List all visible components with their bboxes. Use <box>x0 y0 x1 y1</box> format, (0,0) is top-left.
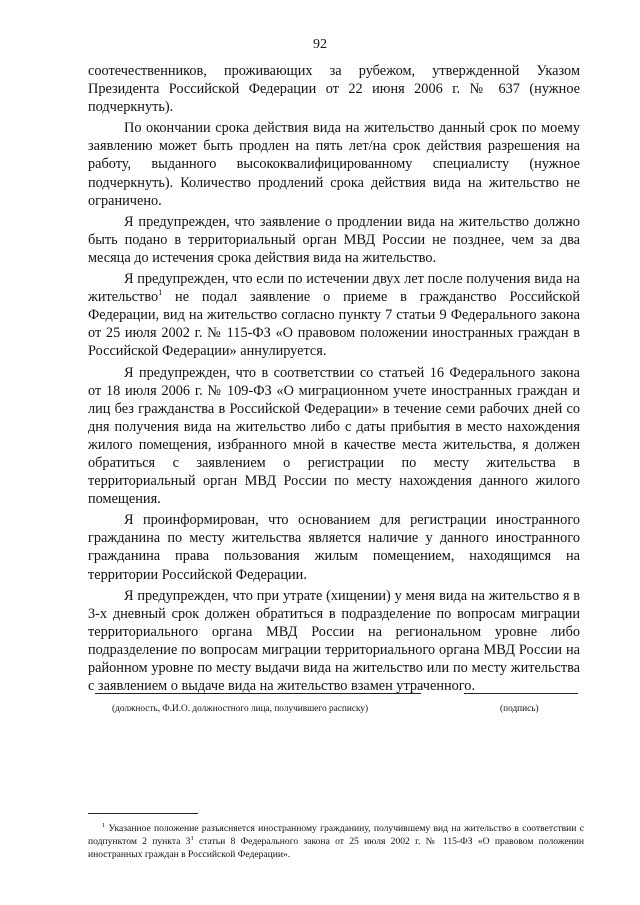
footnote-text-start: Указанное положение разъясняется иностранному гражданину, получившему вид на жительство в соответствии с подпунктом 2 пункта 3 <box>88 823 584 848</box>
page-number: 92 <box>313 37 327 52</box>
paragraph-2: По окончании срока действия вида на жительство данный срок по моему заявлению может быть продлен на пять лет/на срок действия разрешения на работу, выданного высококвалифицированному специалисту (нужное подчеркнуть). Количество продлений срока действия вида на жительство не ограничено. <box>88 120 580 209</box>
document-body <box>88 62 580 698</box>
signature-line <box>464 693 578 694</box>
paragraph-4-end: не подал заявление о приеме в гражданство Российской Федерации, вид на жительство согласно пункту 7 статьи 9 Федерального закона от 25 июля 2002 г. № 115-ФЗ «О правовом положении иностранных граждан в Российской Федерации» аннулируется. <box>88 289 580 360</box>
footnote-marker: 1 <box>102 821 106 829</box>
footnote <box>88 822 584 862</box>
official-caption: (должность, Ф.И.О. должностного лица, получившего расписку) <box>112 704 369 714</box>
footnote-inner-sup: 1 <box>190 835 194 843</box>
paragraph-5: Я предупрежден, что в соответствии со статьей 16 Федерального закона от 18 июля 2006 г. № 109-ФЗ «О миграционном учете иностранных граждан и лиц без гражданства в Российской Федерации» в течение семи рабочих дней со дня получения вида на жительство либо с даты прибытия в место нахождения жилого помещения, избранного мной в качестве места жительства, я должен обратиться с заявлением о регистрации по месту жительства в территориальный орган МВД России по месту нахождения данного жилого помещения. <box>88 364 580 508</box>
paragraph-1: соотечественников, проживающих за рубежом, утвержденной Указом Президента Российской Федерации от 22 июня 2006 г. № 637 (нужное подчеркнуть). <box>88 63 580 116</box>
paragraph-7: Я предупрежден, что при утрате (хищении) у меня вида на жительство я в 3-х дневный срок должен обратиться в подразделение по вопросам миграции территориального органа МВД России на региональном уровне либо подразделение по вопросам миграции территориального органа МВД России на районном уровне по месту выдачи вида на жительство или по месту жительства с заявлением о выдаче вида на жительство взамен утраченного. <box>88 587 580 695</box>
paragraph-4-start: Я предупрежден, что если по истечении двух лет после получения вида на жительство <box>88 271 580 306</box>
official-signature-line <box>95 693 421 694</box>
footnote-divider <box>88 813 198 814</box>
paragraph-6: Я проинформирован, что основанием для регистрации иностранного гражданина по месту жительства является наличие у данного иностранного гражданина права пользования жилым помещением, находящимся на территории Российской Федерации. <box>88 512 580 583</box>
signature-caption: (подпись) <box>500 704 539 714</box>
footnote-reference: 1 <box>158 288 163 298</box>
paragraph-4 <box>88 270 580 360</box>
paragraph-3: Я предупрежден, что заявление о продлении вида на жительство должно быть подано в территориальный орган МВД России не позднее, чем за два месяца до истечения срока действия вида на жительство. <box>88 213 580 266</box>
footnote-text-end: статьи 8 Федерального закона от 25 июля 2002 г. № 115-ФЗ «О правовом положении иностранных граждан в Российской Федерации». <box>88 836 584 861</box>
